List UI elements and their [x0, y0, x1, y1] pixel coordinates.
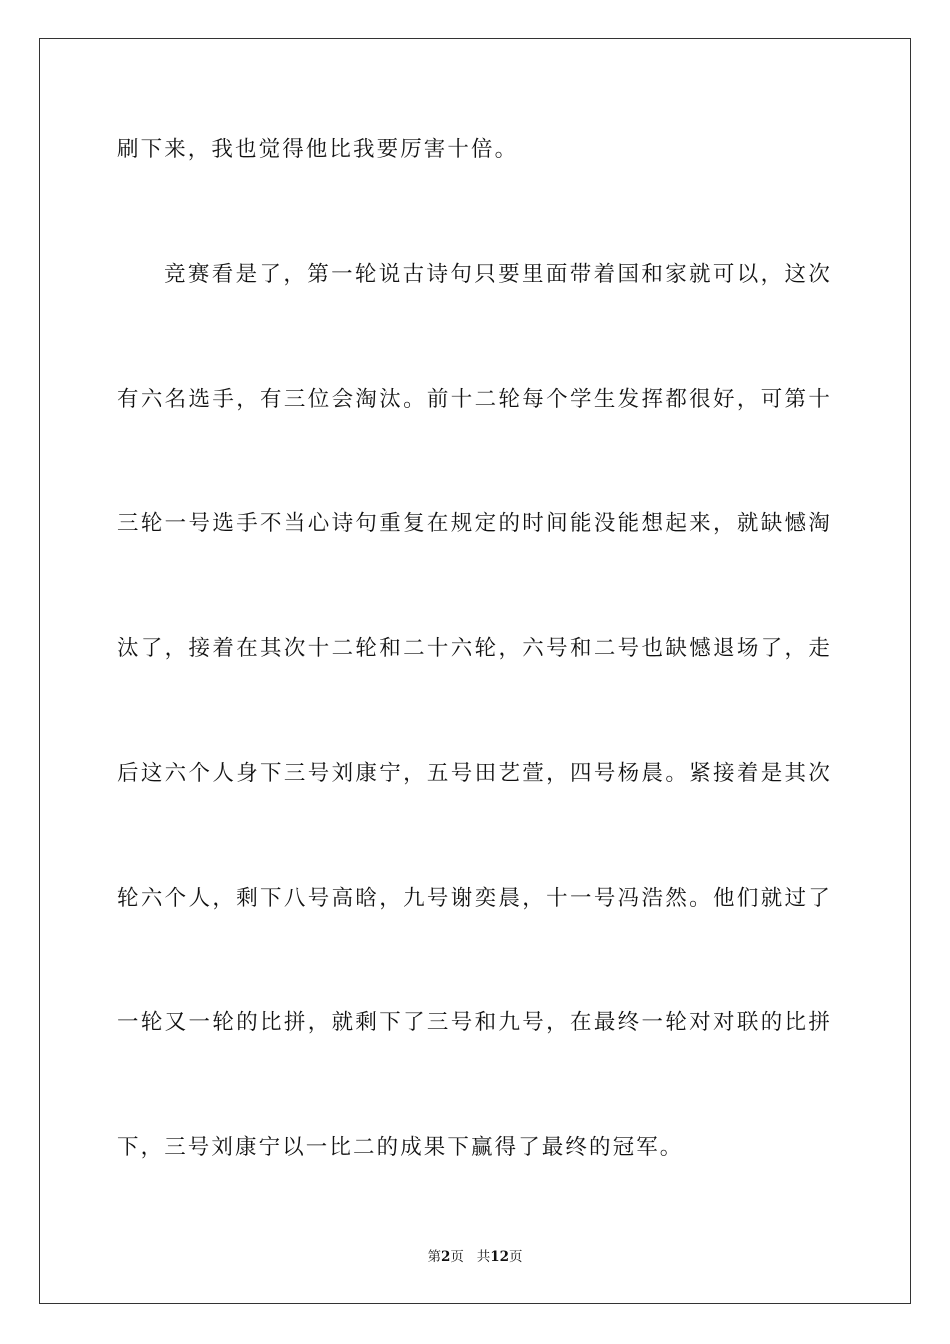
paragraph-line-1: 刷下来，我也觉得他比我要厉害十倍。: [117, 137, 519, 162]
page-suffix: 页: [450, 1249, 464, 1265]
page-prefix: 第: [427, 1249, 441, 1265]
total-suffix: 页: [509, 1249, 523, 1265]
page-footer: [0, 1247, 950, 1267]
paragraph-line-5: 汰了，接着在其次十二轮和二十六轮，六号和二号也缺憾退场了，走: [117, 636, 832, 661]
paragraph-line-6: 后这六个人身下三号刘康宁，五号田艺萱，四号杨晨。紧接着是其次: [117, 761, 832, 786]
total-pages: 12: [490, 1249, 510, 1265]
paragraph-line-4: 三轮一号选手不当心诗句重复在规定的时间能没能想起来，就缺憾淘: [117, 511, 832, 536]
page-number: 2: [440, 1249, 451, 1265]
paragraph-line-3: 有六名选手，有三位会淘汰。前十二轮每个学生发挥都很好，可第十: [117, 387, 832, 412]
total-prefix: 共: [476, 1249, 491, 1265]
page-border: [39, 38, 911, 1304]
paragraph-line-8: 一轮又一轮的比拼，就剩下了三号和九号，在最终一轮对对联的比拼: [117, 1010, 832, 1035]
paragraph-line-7: 轮六个人，剩下八号高晗，九号谢奕晨，十一号冯浩然。他们就过了: [117, 886, 832, 911]
paragraph-line-9: 下，三号刘康宁以一比二的成果下赢得了最终的冠军。: [117, 1135, 684, 1160]
paragraph-line-2: 竞赛看是了，第一轮说古诗句只要里面带着国和家就可以，这次: [164, 262, 832, 287]
